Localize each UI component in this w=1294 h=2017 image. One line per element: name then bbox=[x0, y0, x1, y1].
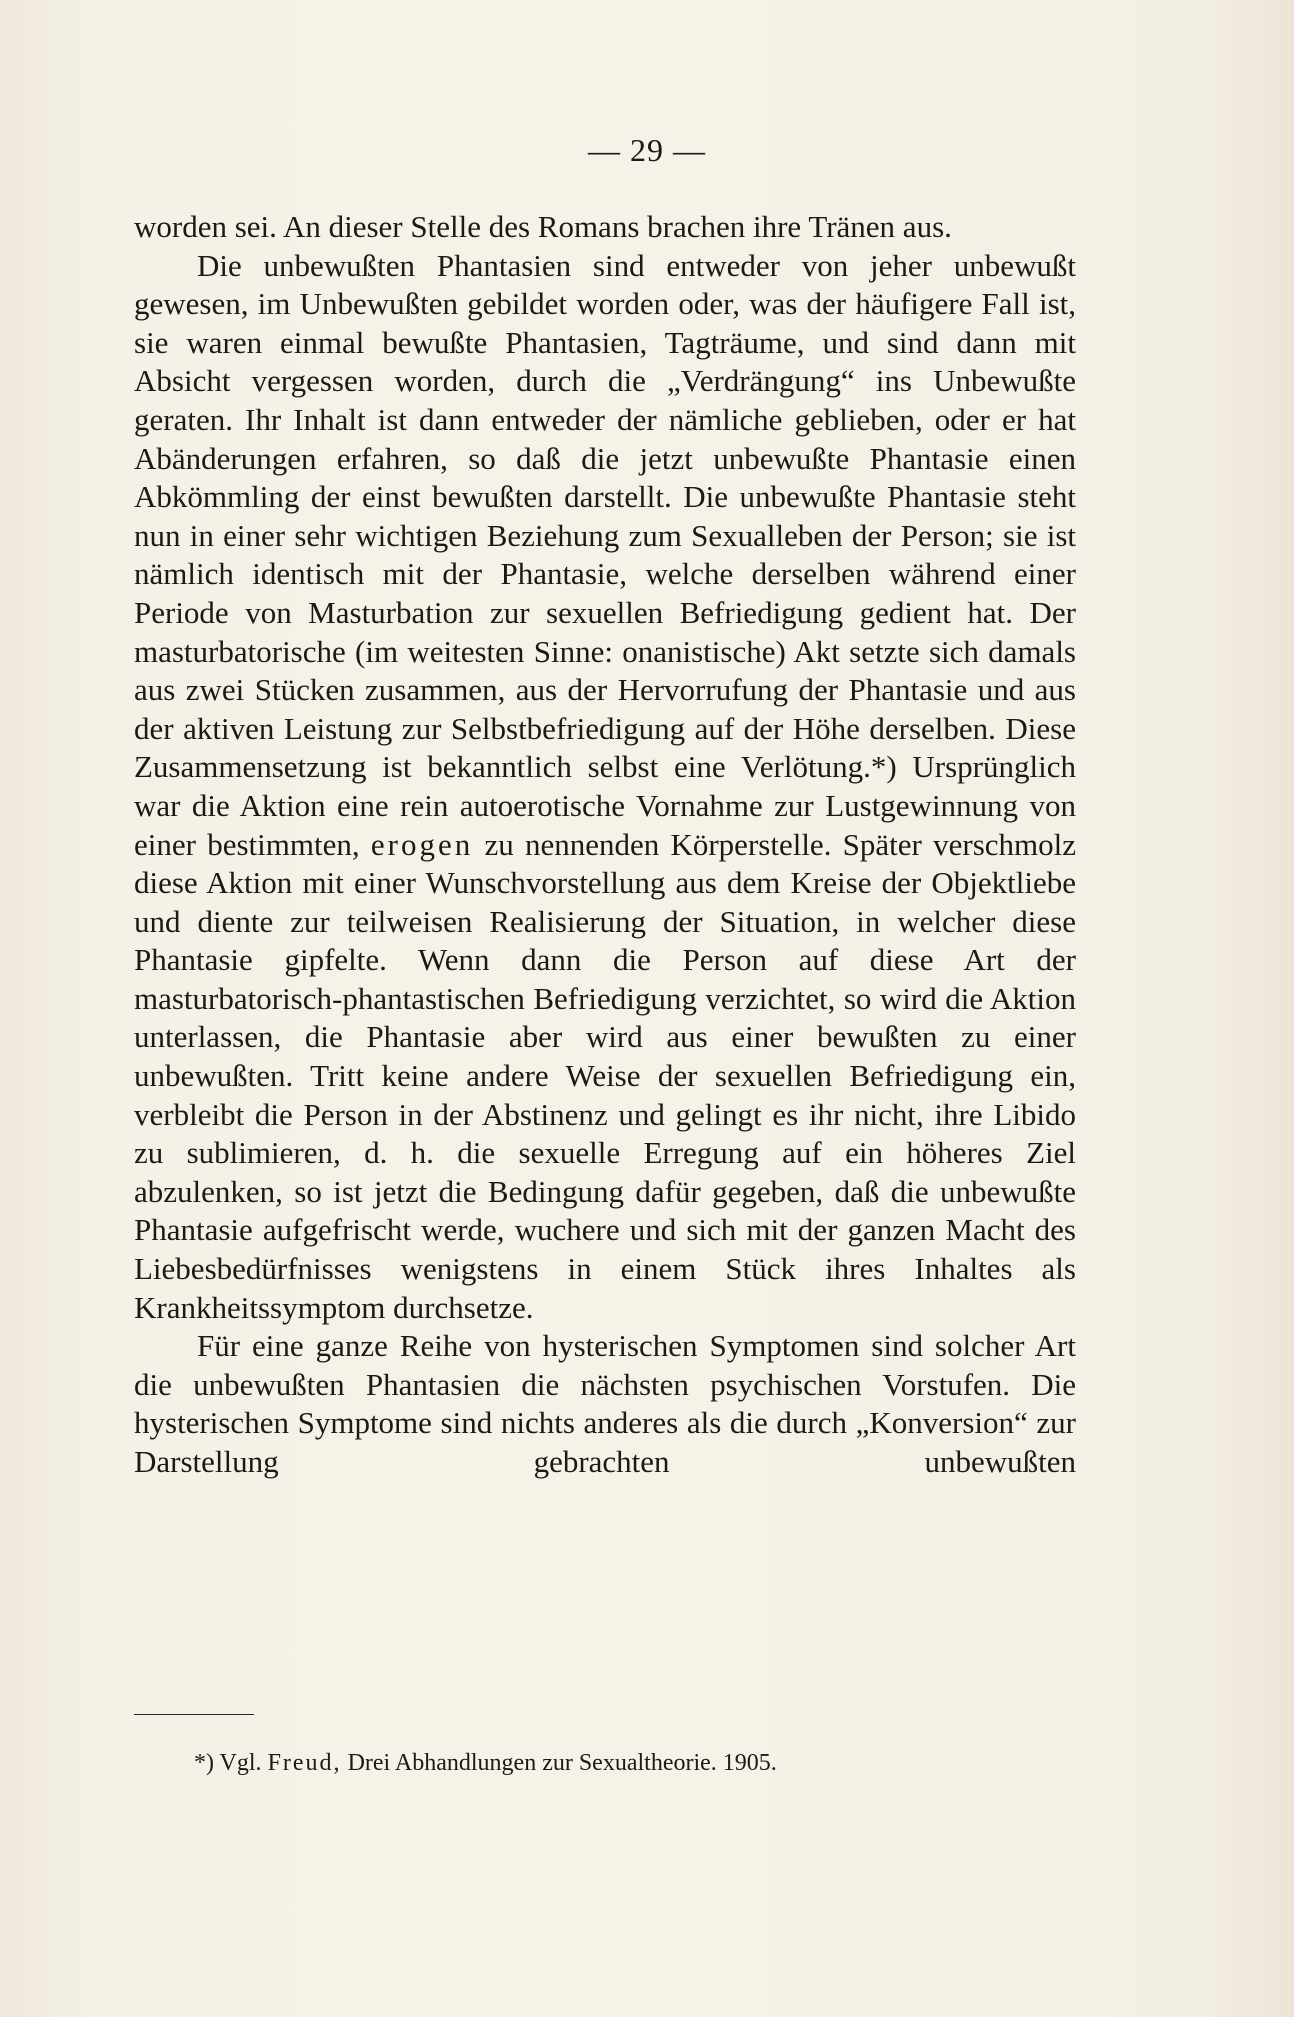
footnote-text: Drei Abhandlungen zur Sexualtheorie. 1905. bbox=[347, 1750, 777, 1776]
paragraph-hysterical-symptoms bbox=[134, 1327, 1076, 1481]
paragraph-2-text-part1: Die unbewußten Phantasien sind entweder von jeher unbewußt gewesen, im Unbewußten gebildet worden oder, was der häufigere Fall ist, sie waren einmal bewußte Phantasien, Tagträume, und sind dann mit Absicht vergessen worden, durch die „Verdrängung“ ins Unbewußte geraten. Ihr Inhalt ist dann entweder der nämliche geblieben, oder er hat Abänderungen erfahren, so daß die jetzt unbewußte Phantasie einen Abkömmling der einst bewußten darstellt. Die unbewußte Phantasie steht nun in einer sehr wichtigen Beziehung zum Sexualleben der Person; sie ist nämlich identisch mit der Phantasie, welche derselben während einer Periode von Masturbation zur sexuellen Befriedigung gedient hat. Der masturbatorische (im weitesten Sinne: onanistische) Akt setzte sich damals aus zwei Stücken zusammen, aus der Hervorrufung der Phantasie und aus der aktiven Leistung zur Selbstbefriedigung auf der Höhe derselben. Diese Zusammensetzung ist bekanntlich selbst eine Verlötung.*) Ursprünglich war die Aktion eine rein autoerotische Vornahme zur Lustgewinnung von einer bestimmten, bbox=[134, 247, 1076, 862]
body-text bbox=[134, 208, 1076, 1482]
footnote-marker: *) Vgl. bbox=[194, 1750, 262, 1776]
page-number: — 29 — bbox=[588, 132, 706, 168]
paragraph-unconscious-fantasies bbox=[134, 247, 1076, 1328]
paragraph-continuation bbox=[134, 208, 1076, 247]
footnote bbox=[194, 1748, 1074, 1778]
paragraph-3-text: Für eine ganze Reihe von hysterischen Symptomen sind solcher Art die unbewußten Phantasien die nächsten psychischen Vorstufen. Die hysterischen Symptome sind nichts anderes als die durch „Konversion“ zur Darstellung gebrachten unbewußten bbox=[134, 1328, 1076, 1479]
spaced-emphasis-word: erogen bbox=[370, 826, 474, 862]
footnote-author: Freud, bbox=[267, 1750, 342, 1776]
paragraph-2-text-part2: zu nennenden Körperstelle. Später verschmolz diese Aktion mit einer Wunschvorstellung aus dem Kreise der Objektliebe und diente zur teilweisen Realisierung der Situation, in welcher diese Phantasie gipfelte. Wenn dann die Person auf diese Art der masturbatorisch-phantastischen Befriedigung verzichtet, so wird die Aktion unterlassen, die Phantasie aber wird aus einer bewußten zu einer unbewußten. Tritt keine andere Weise der sexuellen Befriedigung ein, verbleibt die Person in der Abstinenz und gelingt es ihr nicht, ihre Libido zu sublimieren, d. h. die sexuelle Erregung auf ein höheres Ziel abzulenken, so ist jetzt die Bedingung dafür gegeben, daß die unbewußte Phantasie aufgefrischt werde, wuchere und sich mit der ganzen Macht des Liebesbedürfnisses wenigstens in einem Stück ihres Inhaltes als Krankheitssymptom durchsetze. bbox=[134, 826, 1077, 1325]
paragraph-1-text: worden sei. An dieser Stelle des Romans brachen ihre Tränen aus. bbox=[134, 209, 952, 244]
footnote-divider bbox=[134, 1714, 254, 1715]
